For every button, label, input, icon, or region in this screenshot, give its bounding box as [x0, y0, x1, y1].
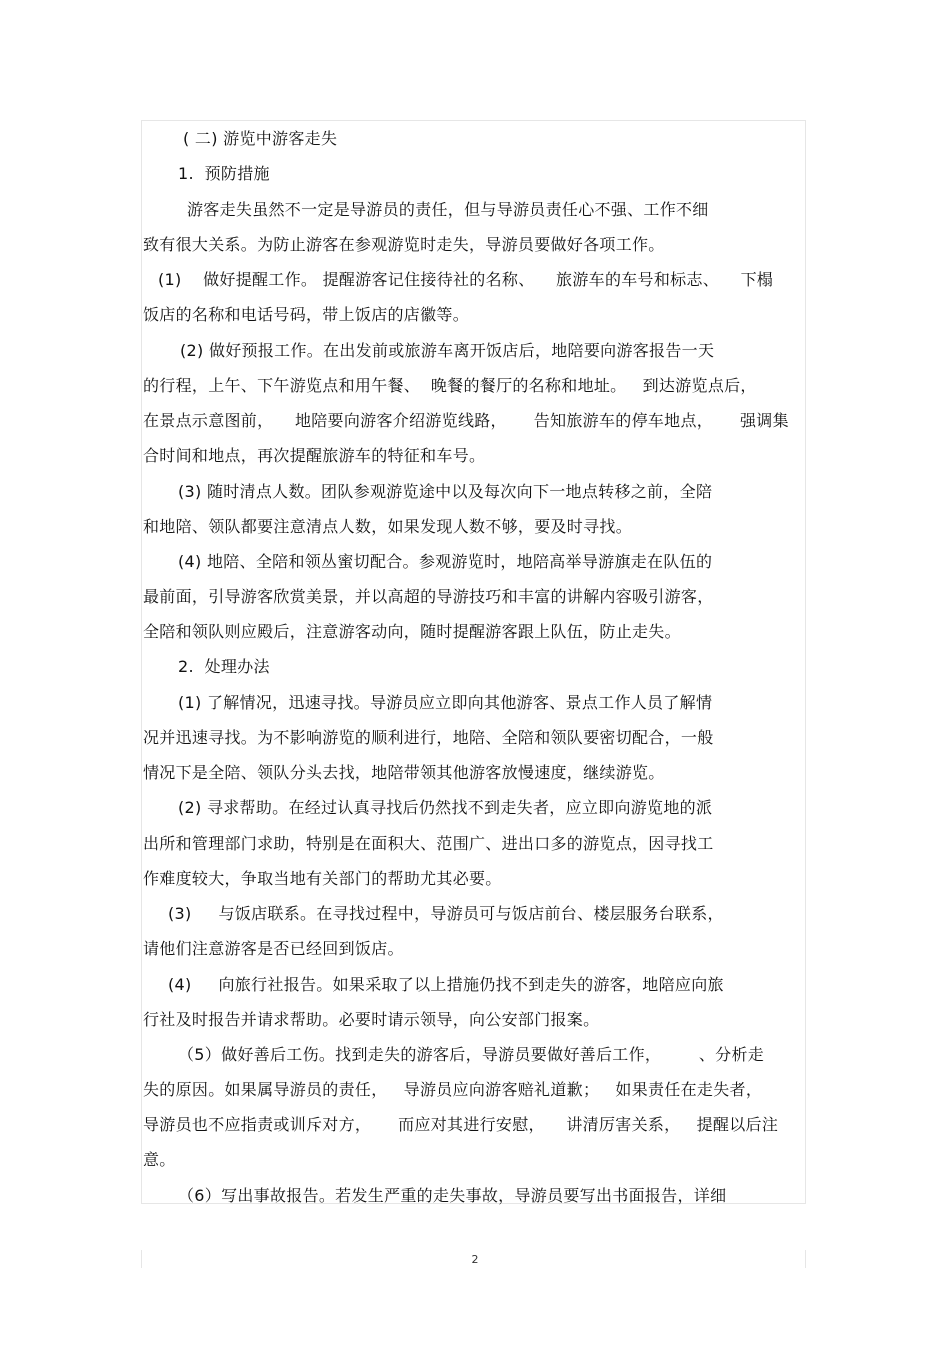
text-line: (3) 随时清点人数。团队参观游览途中以及每次向下一地点转移之前，全陪: [178, 482, 713, 501]
text-line: 和地陪、领队都要注意清点人数，如果发现人数不够，要及时寻找。: [143, 517, 633, 536]
page-number: 2: [471, 1253, 479, 1266]
text-line: 意。: [143, 1150, 176, 1169]
subheading-prevention: 1. 预防措施: [178, 164, 270, 183]
text-line: 致有很大关系。为防止游客在参观游览时走失，导游员要做好各项工作。: [143, 235, 665, 254]
text-line: 饭店的名称和电话号码，带上饭店的店徽等。: [143, 305, 470, 324]
text-line: 请他们注意游客是否已经回到饭店。: [143, 939, 404, 958]
text-line: （5）做好善后工伤。找到走失的游客后，导游员要做好善后工作， 、分析走: [178, 1045, 765, 1064]
text-line: (1) 了解情况，迅速寻找。导游员应立即向其他游客、景点工作人员了解情: [178, 693, 713, 712]
text-line: (2) 寻求帮助。在经过认真寻找后仍然找不到走失者，应立即向游览地的派: [178, 798, 713, 817]
text-line: 出所和管理部门求助，特别是在面积大、范围广、进出口多的游览点，因寻找工: [143, 834, 714, 853]
text-line: 合时间和地点，再次提醒旅游车的特征和车号。: [143, 446, 486, 465]
text-line: (2) 做好预报工作。在出发前或旅游车离开饭店后，地陪要向游客报告一天: [180, 341, 715, 360]
text-line: 全陪和领队则应殿后，注意游客动向，随时提醒游客跟上队伍，防止走失。: [143, 622, 681, 641]
text-line: 最前面，引导游客欣赏美景，并以高超的导游技巧和丰富的讲解内容吸引游客，: [143, 587, 714, 606]
text-line: （6）写出事故报告。若发生严重的走失事故，导游员要写出书面报告，详细: [178, 1186, 727, 1205]
text-line: 况并迅速寻找。为不影响游览的顺利进行，地陪、全陪和领队要密切配合，一般: [143, 728, 714, 747]
text-line: 作难度较大，争取当地有关部门的帮助尤其必要。: [143, 869, 502, 888]
subheading-handling: 2. 处理办法: [178, 657, 270, 676]
text-line: 在景点示意图前， 地陪要向游客介绍游览线路， 告知旅游车的停车地点， 强调集: [143, 411, 789, 430]
text-line: (4) 地陪、全陪和领丛蜜切配合。参观游览时，地陪高举导游旗走在队伍的: [178, 552, 713, 571]
text-line: 行社及时报告并请求帮助。必要时请示领导，向公安部门报案。: [143, 1010, 600, 1029]
text-line: 情况下是全陪、领队分头去找，地陪带领其他游客放慢速度，继续游览。: [143, 763, 665, 782]
text-line: 的行程，上午、下午游览点和用午餐、 晚餐的餐厅的名称和地址。 到达游览点后，: [143, 376, 757, 395]
section-heading: ( 二) 游览中游客走失: [183, 129, 338, 148]
text-line: (1) 做好提醒工作。 提醒游客记住接待社的名称、 旅游车的车号和标志、 下榻: [158, 270, 774, 289]
text-line: 导游员也不应指责或训斥对方， 而应对其进行安慰， 讲清厉害关系， 提醒以后注: [143, 1115, 779, 1134]
text-line: 游客走失虽然不一定是导游员的责任，但与导游员责任心不强、工作不细: [187, 200, 709, 219]
text-line: 失的原因。如果属导游员的责任， 导游员应向游客赔礼道歉； 如果责任在走失者，: [143, 1080, 763, 1099]
text-line: (4) 向旅行社报告。如果采取了以上措施仍找不到走失的游客，地陪应向旅: [168, 975, 724, 994]
text-line: (3) 与饭店联系。在寻找过程中，导游员可与饭店前台、楼层服务台联系，: [168, 904, 724, 923]
